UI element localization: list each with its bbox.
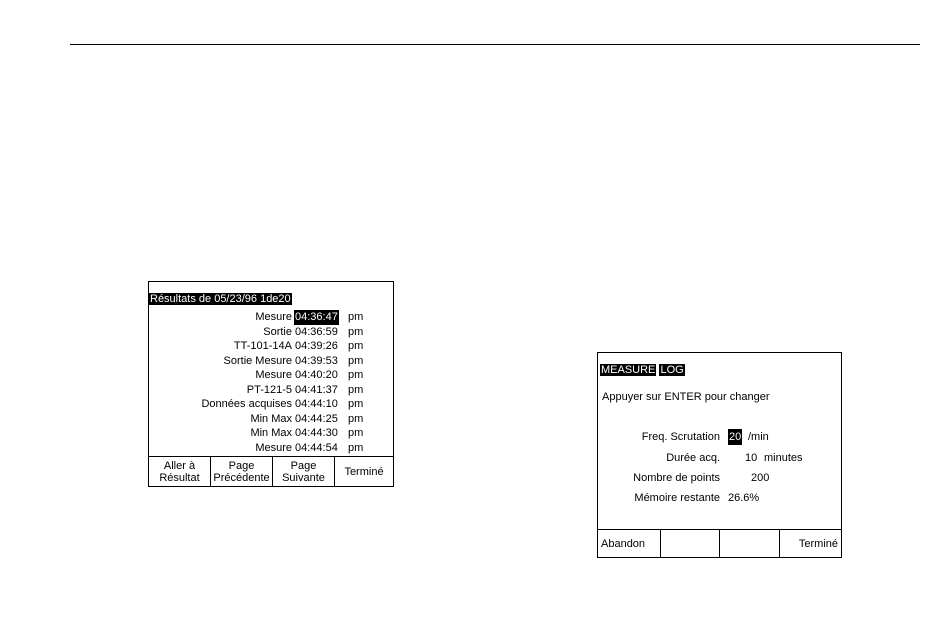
measure-log-title [600, 363, 685, 377]
result-name: Mesure [255, 311, 292, 323]
field-unit: /min [748, 431, 769, 443]
results-title: Résultats de 05/23/96 1de20 [150, 293, 291, 305]
field-label: Nombre de points [633, 472, 720, 484]
enter-prompt: Appuyer sur ENTER pour changer [602, 391, 770, 403]
goto-result-button[interactable]: Aller à Résultat [149, 457, 211, 487]
scan-frequency-field[interactable] [598, 429, 841, 445]
list-item[interactable] [149, 383, 393, 398]
result-time: 04:44:54 [295, 441, 338, 454]
list-item[interactable] [149, 368, 393, 383]
list-item[interactable] [149, 441, 393, 456]
field-label: Durée acq. [666, 452, 720, 464]
result-name: Sortie [263, 325, 292, 338]
result-ampm: pm [348, 398, 364, 410]
points-count-field [598, 470, 841, 486]
result-time: 04:44:25 [295, 412, 338, 425]
result-ampm: pm [348, 441, 364, 454]
list-item[interactable] [149, 426, 393, 441]
done-button[interactable]: Terminé [344, 466, 384, 478]
result-ampm: pm [348, 325, 364, 338]
field-label: Freq. Scrutation [641, 431, 720, 443]
softkey-2[interactable] [661, 530, 721, 558]
scan-frequency-value[interactable]: 20 [729, 431, 742, 443]
result-ampm: pm [348, 369, 364, 381]
list-item[interactable] [149, 325, 393, 340]
result-time: 04:44:30 [295, 427, 338, 439]
list-item[interactable] [149, 354, 393, 369]
field-unit: minutes [764, 452, 803, 464]
acquisition-duration-field[interactable] [598, 450, 841, 466]
abort-button[interactable]: Abandon [598, 530, 661, 558]
measure-log-softkeys [598, 529, 841, 558]
previous-page-button[interactable]: Page Précédente [211, 457, 273, 487]
results-screen [148, 281, 394, 487]
list-item[interactable] [149, 339, 393, 354]
result-name: Sortie Mesure [223, 354, 292, 367]
result-ampm: pm [348, 412, 364, 425]
measure-log-screen [597, 352, 842, 558]
results-softkeys [149, 456, 393, 487]
result-name: Min Max [250, 412, 292, 425]
result-time: 04:40:20 [295, 369, 338, 381]
result-time-selected: 04:36:47 [295, 311, 338, 323]
result-ampm: pm [348, 311, 364, 323]
memory-remaining-value: 26.6% [728, 492, 760, 504]
list-item[interactable] [149, 397, 393, 412]
memory-remaining-field [598, 490, 841, 506]
result-time: 04:39:53 [295, 354, 338, 367]
acquisition-duration-value[interactable]: 10 [745, 452, 758, 464]
result-ampm: pm [348, 383, 364, 396]
result-time: 04:36:59 [295, 325, 338, 338]
result-name: Mesure [255, 369, 292, 381]
top-rule [70, 44, 920, 45]
result-ampm: pm [348, 354, 364, 367]
result-time: 04:44:10 [295, 398, 338, 410]
result-name: Min Max [250, 427, 292, 439]
next-page-button[interactable]: Page Suivante [273, 457, 335, 487]
list-item[interactable] [149, 412, 393, 427]
result-time: 04:41:37 [295, 383, 338, 396]
done-button[interactable]: Terminé [798, 538, 838, 550]
results-list [149, 310, 393, 455]
result-ampm: pm [348, 340, 364, 352]
points-count-value: 200 [751, 472, 770, 484]
result-name: PT-121-5 [246, 383, 292, 396]
softkey-3[interactable] [720, 530, 780, 558]
title-measure: MEASURE [601, 364, 656, 376]
result-name: Données acquises [201, 398, 292, 410]
field-label: Mémoire restante [634, 492, 720, 504]
result-name: Mesure [255, 441, 292, 454]
result-ampm: pm [348, 427, 364, 439]
title-log: LOG [660, 364, 684, 376]
result-time: 04:39:26 [295, 340, 338, 352]
result-name: TT-101-14A [233, 340, 292, 352]
list-item[interactable] [149, 310, 393, 325]
